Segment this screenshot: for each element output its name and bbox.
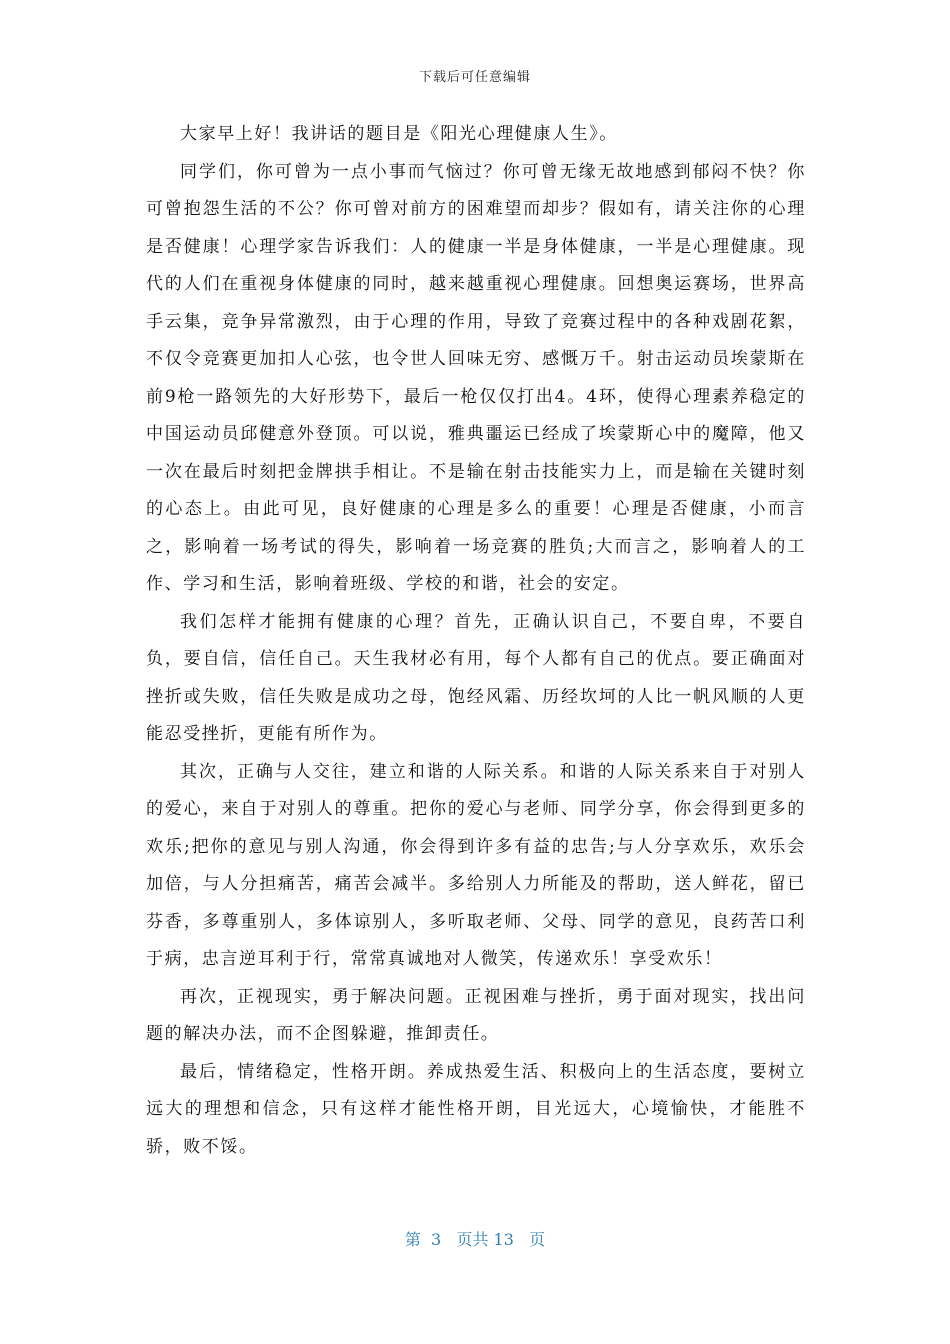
header-note: 下载后可任意编辑 — [418, 70, 531, 85]
paragraph-second: 其次，正确与人交往，建立和谐的人际关系。和谐的人际关系来自于对别人的爱心，来自于对别人的尊重。把你的爱心与老师、同学分享，你会得到更多的欢乐;把你的意见与别人沟通，你会得到许多有益的忠告;与人分享欢乐，欢乐会加倍，与人分担痛苦，痛苦会减半。多给别人力所能及的帮助，送人鲜花，留已芬香，多尊重别人，多体谅别人，多听取老师、父母、同学的意见，良药苦口利于病，忠言逆耳利于行，常常真诚地对人微笑，传递欢乐！享受欢乐！ — [146, 761, 806, 969]
page-number-footer: 第 3 页共 13 页 — [404, 1230, 546, 1249]
paragraph-third: 再次，正视现实，勇于解决问题。正视困难与挫折，勇于面对现实，找出问题的解决办法，而不企图躲避，推卸责任。 — [146, 986, 806, 1044]
document-body — [146, 116, 806, 1166]
paragraph-intro: 同学们，你可曾为一点小事而气恼过？你可曾无缘无故地感到郁闷不快？你可曾抱怨生活的不公？你可曾对前方的困难望而却步？假如有，请关注你的心理是否健康！心理学家告诉我们：人的健康一半是身体健康，一半是心理健康。现代的人们在重视身体健康的同时，越来越重视心理健康。回想奥运赛场，世界高手云集，竞争异常激烈，由于心理的作用，导致了竞赛过程中的各种戏剧花絮，不仅令竞赛更加扣人心弦，也令世人回味无穷、感慨万千。射击运动员埃蒙斯在前9枪一路领先的大好形势下，最后一枪仅仅打出4。4环，使得心理素养稳定的中国运动员邱健意外登顶。可以说，雅典噩运已经成了埃蒙斯心中的魔障，他又一次在最后时刻把金牌拱手相让。不是输在射击技能实力上，而是输在关键时刻的心态上。由此可见，良好健康的心理是多么的重要！心理是否健康，小而言之，影响着一场考试的得失，影响着一场竞赛的胜负;大而言之，影响着人的工作、学习和生活，影响着班级、学校的和谐，社会的安定。 — [146, 161, 806, 594]
paragraph-last: 最后，情绪稳定，性格开朗。养成热爱生活、积极向上的生活态度，要树立远大的理想和信念，只有这样才能性格开朗，目光远大，心境愉快，才能胜不骄，败不馁。 — [146, 1061, 806, 1157]
paragraph-first: 我们怎样才能拥有健康的心理？首先，正确认识自己，不要自卑，不要自负，要自信，信任自己。天生我材必有用，每个人都有自己的优点。要正确面对挫折或失败，信任失败是成功之母，饱经风霜、历经坎坷的人比一帆风顺的人更能忍受挫折，更能有所作为。 — [146, 611, 806, 744]
paragraph-greeting: 大家早上好！我讲话的题目是《阳光心理健康人生》。 — [180, 124, 618, 144]
